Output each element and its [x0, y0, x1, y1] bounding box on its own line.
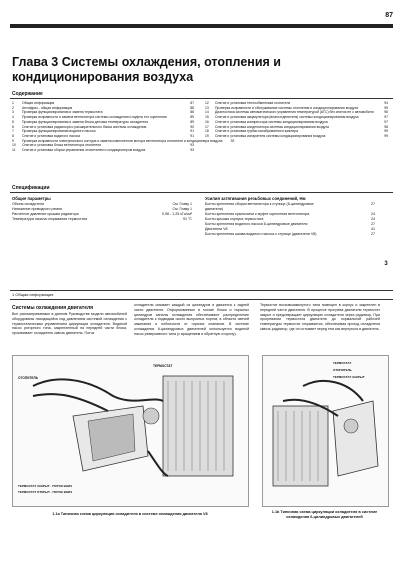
toc-item-number: 11	[12, 148, 16, 153]
toc-item[interactable]	[12, 148, 194, 153]
header-rule	[10, 24, 393, 28]
toc-item-title: Снятие и установка конденсатора системы кондиционирования воздуха	[215, 124, 329, 129]
spec-key: Объем охладителя	[12, 202, 44, 206]
figure-2-caption: 1.1b Типичная схема циркуляции охладителя в системе охлаждения 6-цилиндровых двигателей	[271, 510, 378, 519]
spec-value: 24	[371, 217, 375, 221]
spec-value: 41	[371, 227, 375, 231]
spec-key: Болты крепления сборки вентилятора к ступице (6-цилиндровые двигатели)	[205, 202, 314, 211]
toc-item-number: 4	[12, 115, 14, 120]
toc-item-number: 16	[205, 119, 209, 124]
fig2-label: ОТОПИТЕЛЬ	[333, 368, 352, 372]
toc-item-page: 94	[384, 101, 388, 105]
divider	[10, 98, 393, 99]
spec-key: Болты крепления водяного насоса 6-цилиндровые двигатели	[205, 222, 308, 226]
divider	[10, 290, 393, 291]
toc-item-page: 99	[384, 133, 388, 138]
toc-item-page: 91	[190, 133, 194, 138]
toc-item-number: 5	[12, 119, 14, 124]
toc-item-page: 95	[384, 105, 388, 110]
spec-value: См. Главу 1	[172, 207, 192, 211]
spec-key: Болты крепления крыльчатки к муфте сцепления вентилятора	[205, 212, 310, 216]
toc-item-title: Снятие и установка испарителя системы кондиционирования воздуха	[215, 133, 326, 138]
toc-item-page: 90	[190, 124, 194, 129]
spec-value: См. Главу 1	[172, 202, 192, 206]
toc-left-column	[12, 101, 235, 153]
spec-value: 27	[371, 202, 375, 206]
toc-item-number: 1	[12, 101, 14, 105]
fig2-label: ТЕРМОСТАТ ЗАКРЫТ	[333, 375, 365, 379]
toc-item-page: 92	[230, 138, 235, 143]
spec-general	[12, 196, 192, 222]
body-col-2: охладителя омывает каждый из цилиндров и движется к задней части двигателя. Отформованные в голове блока и поршнях цилиндров каналы охлаждения обеспечивают распределение охладителя к подводам около выпускных портов, в области свечей зажигания и поблизости от горячих клапанов. В системе охлаждения 6-цилиндровых двигателей используется водяной насос реверсивного типа (с вращением в обратную сторону).	[134, 303, 249, 336]
toc-item-number: 18	[205, 129, 209, 134]
spec-key: Натяжение приводного ремня	[12, 207, 62, 211]
toc-item-title: Проверка функционирования и замена термостата	[22, 110, 103, 115]
toc-item-title: Проверка функционирования и замена блока датчика температуры охладителя	[22, 119, 149, 124]
engine-diagram-illustration	[263, 356, 388, 506]
toc-item-title: Снятие и установка компрессора системы кондиционирования воздуха	[215, 119, 328, 124]
toc-item-number: 3	[12, 110, 14, 115]
figure-v8-cooling-diagram	[12, 355, 249, 507]
spec-row	[205, 202, 375, 212]
toc-item-page: 88	[190, 105, 194, 110]
spec-value: 91 °С	[182, 217, 192, 221]
spec-key: Болты крышки корпуса термостата	[205, 217, 264, 221]
toc-item-title: Проверка исправности электрического контура и замена компонентов мотора вентилятора отопителя и кондиционера воздуха	[22, 138, 223, 143]
toc-item-title: Снятие и установка блока вентилятора отопителя	[22, 143, 101, 148]
body-col-3: Термостат восковозамкнутого типа помещен в корпус и закреплен в передней части двигателя. В процессе прогрева двигателя термостат закрыт и предотвращает циркуляцию охладителя через радиатор. При прогревании термостата двигателя до нормальной рабочей температуры термостат открывается, обеспечивая проход охладителя сквозь радиатор, где он остывает перед тем как вернуться в двигатель.	[260, 303, 380, 331]
toc-item-title: Антифриз - общая информация	[22, 105, 73, 110]
toc-item-title: Снятие и установка сборки управления отопителем и кондиционером воздуха	[22, 148, 146, 153]
toc-item-number: 9	[12, 138, 14, 143]
spec-value: 27	[371, 222, 375, 226]
toc-item-number: 8	[12, 133, 14, 138]
toc-item-page: 89	[190, 115, 194, 120]
page-number: 87	[385, 12, 393, 19]
spec-row	[205, 232, 375, 237]
toc-item-title: Снятие и установка теплообменника отопителя	[215, 101, 291, 105]
toc-item-page: 88	[190, 110, 194, 115]
fig1-label: ТЕРМОСТАТ ЗАКРЫТ - ПОТОК ВНИЗ	[18, 484, 72, 488]
toc-item-title: Диагностика системы автоматического управления температурой (ATC) без снятия ее с автомобиля	[215, 110, 374, 115]
spec-torque-title: Усилия затягивания резьбовых соединений, Нм	[205, 196, 306, 201]
toc-item-number: 6	[12, 124, 14, 129]
chapter-tab-marker: 3	[384, 261, 388, 267]
toc-item-number: 7	[12, 129, 14, 134]
toc-item-page: 93	[190, 143, 194, 148]
divider	[10, 192, 393, 193]
toc-right-column	[205, 101, 388, 139]
toc-item-number: 19	[205, 133, 209, 138]
toc-heading: Содержание	[12, 91, 43, 97]
toc-item-page: 89	[190, 119, 194, 124]
toc-item-number: 13	[205, 105, 209, 110]
section-label: 1 Общая информация	[12, 292, 54, 297]
toc-item-title: Проверка исправности и обслуживание системы отопления и кондиционирования воздуха	[215, 105, 359, 110]
figure-1-caption: 1.1а Типичная схема циркуляции охладителя в системе охлаждения двигателя V8	[52, 512, 208, 516]
subheading: Системы охлаждения двигателя	[12, 305, 94, 311]
chapter-title: Глава 3 Системы охлаждения, отопления и кондиционирования воздуха	[12, 55, 281, 84]
toc-item-title: Снятие и установка аккумулятора (влагоотделителя) системы кондиционирования воздуха	[215, 115, 359, 120]
toc-item-page: 99	[384, 129, 388, 134]
toc-item-page: 87	[190, 101, 194, 105]
spec-key: Болты крепления шкива водяного насоса к ступице (двигатели V8)	[205, 232, 317, 236]
figure-6cyl-cooling-diagram	[262, 355, 389, 507]
toc-item-page: 98	[384, 124, 388, 129]
toc-item-page: 93	[190, 148, 194, 153]
toc-item-number: 12	[205, 101, 209, 105]
toc-item-title: Проверка исправности и замена вентилятора системы охлаждения и муфты его сцепления	[22, 115, 167, 120]
toc-item-page: 97	[384, 119, 388, 124]
toc-item-page: 97	[384, 115, 388, 120]
spec-value: 24	[371, 212, 375, 216]
toc-item-title: Снятие и установка трубки калиброванного жиклера	[215, 129, 298, 134]
toc-item-number: 17	[205, 124, 209, 129]
spec-key: Двигатели V8	[205, 227, 228, 231]
spec-value: 27	[371, 232, 375, 236]
toc-item-title: Снятие и установка радиатора и расширительного бачка системы охлаждения	[22, 124, 147, 129]
toc-item-number: 15	[205, 115, 209, 120]
spec-key: Температура начала открывания термостата	[12, 217, 88, 221]
spec-key: Расчетное давление крышки радиатора	[12, 212, 79, 216]
body-col-1: Все рассматриваемые в данном Руководстве модели автомобилей оборудованы находящейся под давлением системой охлаждения с термостатическим управлением циркуляции охладителя. Водяной насос роторного типа, закрепленный на передней части блока, прокачивает охладитель сквозь двигатель. Поток	[12, 312, 127, 336]
toc-item-title: Проверка функционирования водяного насоса	[22, 129, 96, 134]
toc-item-number: 14	[205, 110, 209, 115]
spec-general-title: Общие параметры	[12, 196, 51, 201]
toc-item-page: 91	[190, 129, 194, 134]
spec-heading: Спецификации	[12, 185, 50, 191]
toc-item-title: Снятие и установка водяного насоса	[22, 133, 81, 138]
toc-item-page: 96	[384, 110, 388, 115]
divider	[10, 299, 393, 300]
spec-torque	[205, 196, 375, 237]
fig1-label: ТЕРМОСТАТ ОТКРЫТ - ПОТОК ВНИЗ	[18, 490, 73, 494]
toc-item-title: Общая информация	[22, 101, 55, 105]
toc-item-number: 2	[12, 105, 14, 110]
fig1-label: ТЕРМОСТАТ	[153, 364, 173, 368]
fig2-label: ТЕРМОСТАТ	[333, 361, 352, 365]
fig1-label: ОТОПИТЕЛЬ	[18, 376, 39, 380]
spec-value: 0,98 - 1,25 кГс/см²	[162, 212, 192, 216]
toc-item[interactable]	[205, 134, 388, 139]
toc-item-number: 10	[12, 143, 16, 148]
spec-row	[12, 217, 192, 222]
